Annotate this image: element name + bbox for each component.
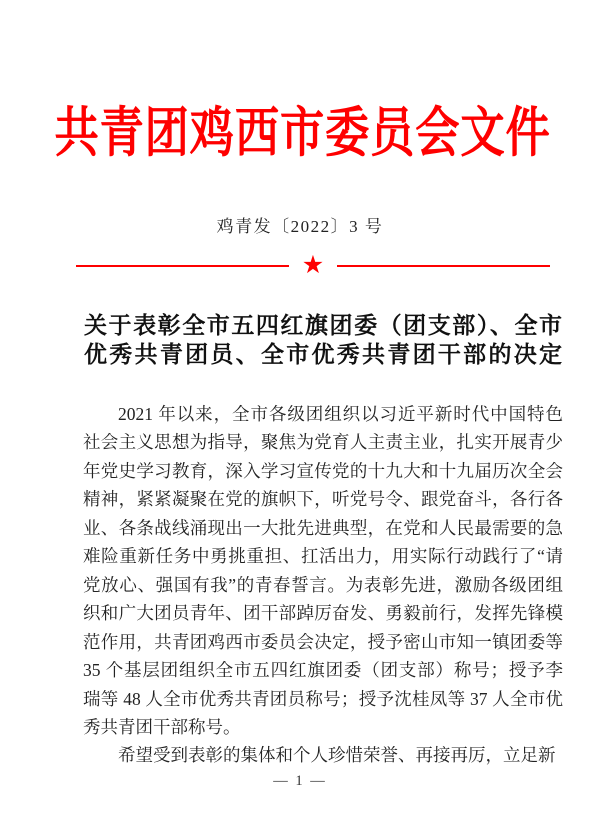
body-line: 范作用，共青团鸡西市委员会决定，授予密山市知一镇团委等	[83, 631, 563, 652]
red-line-left	[76, 265, 289, 267]
body-line: 业、各条战线涌现出一大批先进典型，在党和人民最需要的急	[83, 517, 563, 538]
body-line: 2021 年以来，全市各级团组织以习近平新时代中国特色	[118, 404, 563, 424]
red-line-right	[337, 265, 550, 267]
body-line: 瑞等 48 人全市优秀共青团员称号；授予沈桂凤等 37 人全市优	[83, 688, 563, 709]
body-line: 希望受到表彰的集体和个人珍惜荣誉、再接再厉，立足新	[118, 745, 556, 766]
body-line: 精神，紧紧凝聚在党的旗帜下，听党号令、跟党奋斗，各行各	[83, 489, 563, 510]
body-line: 织和广大团员青年、团干部踔厉奋发、勇毅前行，发挥先锋模	[83, 603, 563, 624]
letterhead	[0, 0, 600, 163]
document-title-line: 优秀共青团员、全市优秀共青团干部的决定	[84, 341, 562, 367]
paragraph	[83, 400, 563, 741]
org-title: 共青团鸡西市委员会文件	[54, 103, 551, 163]
red-star-icon: ★	[301, 251, 325, 279]
page-number: — 1 —	[273, 773, 327, 789]
red-divider	[76, 253, 550, 279]
body-line: 难险重新任务中勇挑重担、扛活出力，用实际行动践行了“请	[83, 546, 563, 567]
body-line: 35 个基层团组织全市五四红旗团委（团支部）称号；授予李	[83, 660, 563, 681]
document-body	[83, 400, 563, 770]
body-line: 年党史学习教育，深入学习宣传党的十九大和十九届历次全会	[83, 460, 563, 481]
document-title-line: 关于表彰全市五四红旗团委（团支部）、全市	[84, 313, 562, 338]
paragraph	[83, 741, 563, 769]
body-line: 社会主义思想为指导，聚焦为党育人主责主业，扎实开展青少	[83, 432, 563, 453]
body-line: 秀共青团干部称号。	[83, 716, 241, 737]
doc-number: 鸡青发〔2022〕3 号	[216, 217, 384, 236]
body-line: 党放心、强国有我”的青春誓言。为表彰先进，激励各级团组	[83, 574, 563, 595]
document-title	[84, 312, 562, 369]
